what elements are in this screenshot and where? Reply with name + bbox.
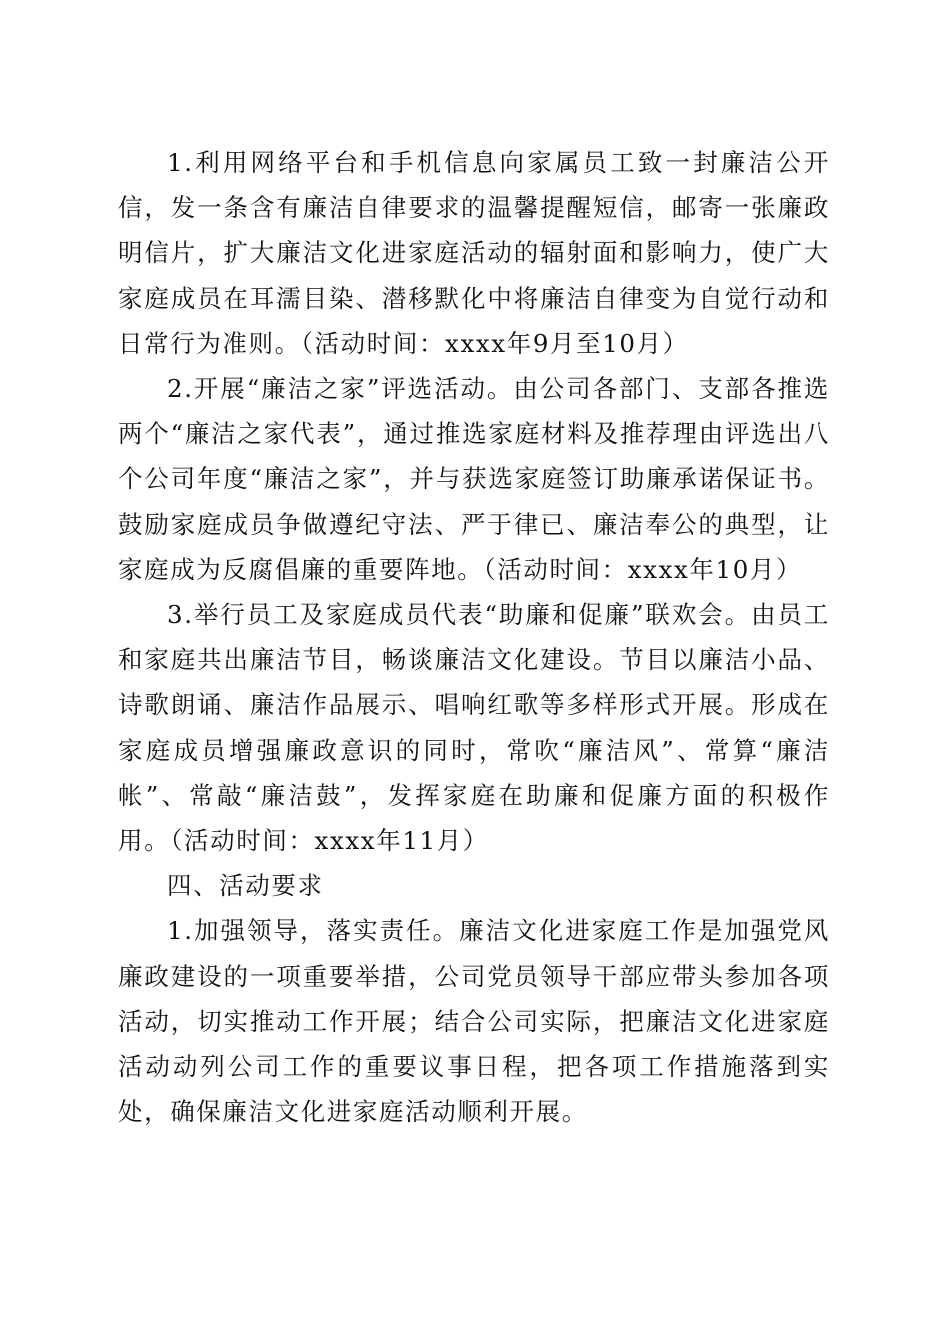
- paragraph-item-2: 2.开展“廉洁之家”评选活动。由公司各部门、支部各推选两个“廉洁之家代表”，通过推选家庭材料及推荐理由评选出八个公司年度“廉洁之家”，并与获选家庭签订助廉承诺保证书。鼓励家庭成员争做遵纪守法、严于律已、廉洁奉公的典型，让家庭成为反腐倡廉的重要阵地。（活动时间：xxxx年10月）: [118, 374, 830, 584]
- paragraph-requirement-1: 1.加强领导，落实责任。廉洁文化进家庭工作是加强党风廉政建设的一项重要举措，公司党员领导干部应带头参加各项活动，切实推动工作开展；结合公司实际，把廉洁文化进家庭活动动列公司工作的重要议事日程，把各项工作措施落到实处，确保廉洁文化进家庭活动顺利开展。: [118, 916, 830, 1127]
- paragraph-item-3: 3.举行员工及家庭成员代表“助廉和促廉”联欢会。由员工和家庭共出廉洁节目，畅谈廉洁文化建设。节目以廉洁小品、诗歌朗诵、廉洁作品展示、唱响红歌等多样形式开展。形成在家庭成员增强廉政意识的同时，常吹“廉洁风”、常算“廉洁帐”、常敲“廉洁鼓”，发挥家庭在助廉和促廉方面的积极作用。（活动时间：xxxx年11月）: [118, 600, 830, 856]
- document-page: [118, 140, 830, 1134]
- section-heading: 四、活动要求: [167, 871, 324, 901]
- paragraph-item-1: 1.利用网络平台和手机信息向家属员工致一封廉洁公开信，发一条含有廉洁自律要求的温馨提醒短信，邮寄一张廉政明信片，扩大廉洁文化进家庭活动的辐射面和影响力，使广大家庭成员在耳濡目染、潜移默化中将廉洁自律变为自觉行动和日常行为准则。（活动时间：xxxx年9月至10月）: [118, 148, 830, 358]
